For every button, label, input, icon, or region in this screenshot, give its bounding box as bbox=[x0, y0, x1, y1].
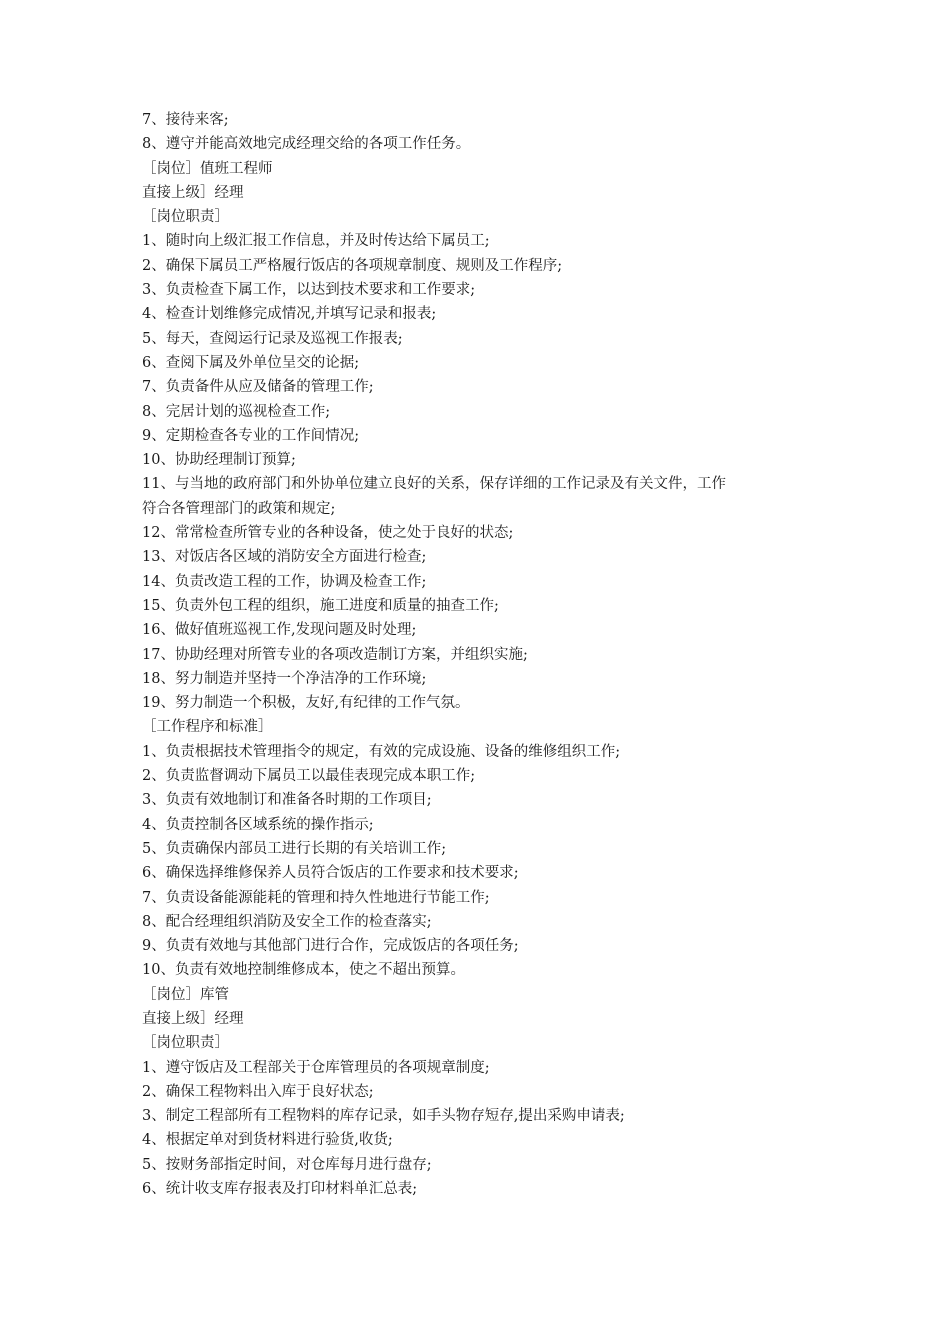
text-line: 7、接待来客; bbox=[142, 112, 229, 128]
document-body bbox=[142, 108, 802, 1201]
section-heading: ［岗位职责］ bbox=[142, 209, 229, 226]
list-item: 7、负责设备能源能耗的管理和持久性地进行节能工作; bbox=[142, 889, 490, 906]
section-heading: ［岗位］库管 bbox=[142, 986, 229, 1003]
list-item: 13、对饭店各区域的消防安全方面进行检查; bbox=[142, 549, 427, 566]
list-item: 8、配合经理组织消防及安全工作的检查落实; bbox=[142, 913, 432, 930]
list-item: 4、检查计划维修完成情况,并填写记录和报表; bbox=[142, 306, 437, 323]
list-item-continuation: 符合各管理部门的政策和规定; bbox=[142, 500, 336, 517]
list-item: 6、统计收支库存报表及打印材料单汇总表; bbox=[142, 1181, 418, 1198]
list-item: 4、负责控制各区域系统的操作指示; bbox=[142, 816, 374, 833]
list-item: 6、查阅下属及外单位呈交的论据; bbox=[142, 354, 360, 371]
list-item: 7、负责备件从应及储备的管理工作; bbox=[142, 379, 374, 396]
list-item: 1、负责根据技术管理指令的规定，有效的完成设施、设备的维修组织工作; bbox=[142, 743, 621, 760]
list-item: 1、遵守饭店及工程部关于仓库管理员的各项规章制度; bbox=[142, 1059, 490, 1076]
list-item: 3、制定工程部所有工程物料的库存记录，如手头物存短存,提出采购申请表; bbox=[142, 1108, 625, 1125]
list-item: 14、负责改造工程的工作，协调及检查工作; bbox=[142, 573, 427, 590]
list-item: 15、负责外包工程的组织，施工进度和质量的抽查工作; bbox=[142, 597, 499, 614]
section-heading: ［岗位］值班工程师 bbox=[142, 160, 273, 177]
list-item: 3、负责有效地制订和准备各时期的工作项目; bbox=[142, 792, 432, 809]
list-item: 19、努力制造一个积极，友好,有纪律的工作气氛。 bbox=[142, 695, 470, 712]
list-item: 5、每天，查阅运行记录及巡视工作报表; bbox=[142, 330, 403, 347]
list-item: 1、随时向上级汇报工作信息，并及时传达给下属员工; bbox=[142, 233, 490, 250]
list-item: 8、完居计划的巡视检查工作; bbox=[142, 403, 331, 420]
list-item: 4、根据定单对到货材料进行验货,收货; bbox=[142, 1132, 393, 1149]
list-item: 16、做好值班巡视工作,发现问题及时处理; bbox=[142, 622, 417, 639]
text-line: 直接上级］经理 bbox=[142, 184, 244, 201]
list-item: 2、确保工程物料出入库于良好状态; bbox=[142, 1083, 374, 1100]
list-item: 17、协助经理对所管专业的各项改造制订方案，并组织实施; bbox=[142, 646, 528, 663]
list-item: 9、定期检查各专业的工作间情况; bbox=[142, 427, 360, 444]
list-item: 10、负责有效地控制维修成本，使之不超出预算。 bbox=[142, 962, 465, 979]
list-item: 3、负责检查下属工作，以达到技术要求和工作要求; bbox=[142, 282, 476, 299]
list-item: 6、确保选择维修保养人员符合饭店的工作要求和技术要求; bbox=[142, 865, 519, 882]
section-heading: ［岗位职责］ bbox=[142, 1035, 229, 1052]
text-line: 8、遵守并能高效地完成经理交给的各项工作任务。 bbox=[142, 136, 471, 153]
section-heading: ［工作程序和标准］ bbox=[142, 719, 273, 736]
list-item: 2、确保下属员工严格履行饭店的各项规章制度、规则及工作程序; bbox=[142, 257, 563, 274]
list-item: 5、负责确保内部员工进行长期的有关培训工作; bbox=[142, 840, 447, 857]
list-item: 9、负责有效地与其他部门进行合作，完成饭店的各项任务; bbox=[142, 938, 519, 955]
list-item: 10、协助经理制订预算; bbox=[142, 452, 296, 469]
list-item: 18、努力制造并坚持一个净洁净的工作环境; bbox=[142, 670, 427, 687]
text-line: 直接上级］经理 bbox=[142, 1010, 244, 1027]
list-item: 12、常常检查所管专业的各种设备，使之处于良好的状态; bbox=[142, 525, 514, 542]
list-item: 2、负责监督调动下属员工以最佳表现完成本职工作; bbox=[142, 768, 476, 785]
list-item: 11、与当地的政府部门和外协单位建立良好的关系，保存详细的工作记录及有关文件，工作 bbox=[142, 476, 726, 493]
list-item: 5、按财务部指定时间，对仓库每月进行盘存; bbox=[142, 1156, 432, 1173]
